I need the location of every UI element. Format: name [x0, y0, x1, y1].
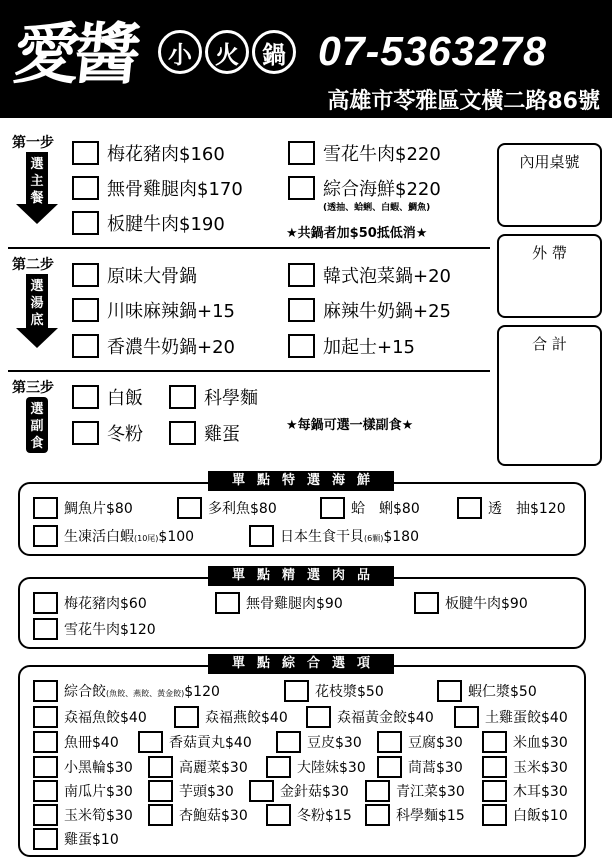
item-price: $40 [120, 710, 147, 726]
item-name: 香濃牛奶鍋 [107, 337, 197, 358]
combo-item[interactable] [33, 680, 220, 702]
checkbox[interactable] [320, 497, 345, 519]
item-name: 金針菇 [280, 784, 322, 800]
checkbox[interactable] [215, 592, 240, 614]
item-price: $180 [383, 529, 419, 545]
divider [8, 247, 490, 249]
step1-arrow [26, 152, 48, 204]
combo-item[interactable] [33, 731, 119, 753]
item-price: $15 [325, 808, 352, 824]
combo-item[interactable] [365, 780, 465, 802]
combo-item[interactable] [33, 706, 147, 728]
total-box[interactable] [497, 325, 602, 466]
item-name: 芋頭 [179, 784, 207, 800]
item-price: $30 [436, 760, 463, 776]
item-price: $60 [120, 596, 147, 612]
down-arrow-icon [16, 328, 58, 348]
item-name: 板腱牛肉 [107, 214, 179, 235]
combo-item[interactable] [148, 780, 234, 802]
step2-label: 第二步 [12, 257, 54, 273]
combo-item[interactable] [482, 756, 568, 778]
item-name: 杏鮑菇 [179, 808, 221, 824]
checkbox[interactable] [33, 680, 58, 702]
item-price: $160 [179, 144, 225, 165]
item-name: 高麗菜 [179, 760, 221, 776]
combo-item[interactable] [276, 731, 362, 753]
checkbox[interactable] [284, 680, 309, 702]
combo-item[interactable] [454, 706, 568, 728]
item-price: $220 [395, 179, 441, 200]
checkbox[interactable] [454, 706, 479, 728]
step2-tag-char: 選 [30, 279, 44, 294]
item-name: 冬粉 [297, 808, 325, 824]
brand-logo: 愛醬 [9, 15, 139, 93]
item-name: 雞蛋 [204, 424, 240, 445]
checkbox[interactable] [138, 731, 163, 753]
combo-item[interactable] [138, 731, 252, 753]
checkbox[interactable] [249, 780, 274, 802]
combo-item[interactable] [377, 731, 463, 753]
combo-item[interactable] [482, 804, 568, 826]
step2-item-sichuan-spicy[interactable] [72, 297, 235, 323]
header [0, 0, 612, 118]
combo-item[interactable] [33, 804, 133, 826]
checkbox[interactable] [414, 592, 439, 614]
item-name: 米血 [513, 735, 541, 751]
seafood-item[interactable] [249, 525, 419, 547]
combo-item[interactable] [482, 780, 568, 802]
item-price: $40 [261, 710, 288, 726]
checkbox[interactable] [457, 497, 482, 519]
combo-panel-title: 單點綜合選項 [208, 654, 394, 674]
step1-label: 第一步 [12, 135, 54, 151]
checkbox[interactable] [306, 706, 331, 728]
item-name: 川味麻辣鍋 [107, 301, 197, 322]
item-price: $80 [250, 501, 277, 517]
combo-item[interactable] [306, 706, 434, 728]
checkbox[interactable] [482, 780, 507, 802]
item-name: 豆腐 [408, 735, 436, 751]
checkbox[interactable] [72, 385, 99, 409]
checkbox[interactable] [33, 592, 58, 614]
item-name: 加起士 [323, 337, 377, 358]
item-name: 香菇貢丸 [169, 735, 225, 751]
meat-panel-title: 單點精選肉品 [208, 566, 394, 586]
phone-number: 07-5363278 [318, 28, 547, 74]
item-price: $220 [395, 144, 441, 165]
checkbox[interactable] [33, 804, 58, 826]
item-price: $40 [407, 710, 434, 726]
item-price: $50 [357, 684, 384, 700]
checkbox[interactable] [148, 780, 173, 802]
checkbox[interactable] [72, 176, 99, 200]
item-price: $30 [339, 760, 366, 776]
meat-item[interactable] [33, 592, 147, 614]
seafood-contents-note: (透抽、蛤蜊、白蝦、鯛魚) [323, 203, 431, 213]
item-name: 透 抽 [488, 501, 530, 517]
checkbox[interactable] [177, 497, 202, 519]
checkbox[interactable] [33, 756, 58, 778]
checkbox[interactable] [33, 525, 58, 547]
step3-item-instant-noodle[interactable] [169, 384, 258, 410]
combo-item[interactable] [33, 780, 133, 802]
item-price: +15 [197, 301, 235, 322]
item-price: $30 [322, 784, 349, 800]
combo-item[interactable] [148, 804, 248, 826]
checkbox[interactable] [288, 263, 315, 287]
checkbox[interactable] [72, 298, 99, 322]
item-price: $120 [184, 684, 220, 700]
checkbox[interactable] [33, 828, 58, 850]
combo-item[interactable] [33, 756, 133, 778]
item-name: 大陸妹 [297, 760, 339, 776]
item-price: $120 [530, 501, 566, 517]
item-name: 無骨雞腿肉 [107, 179, 197, 200]
checkbox[interactable] [33, 731, 58, 753]
checkbox[interactable] [288, 141, 315, 165]
step3-item-egg[interactable] [169, 420, 240, 446]
item-price: +20 [197, 337, 235, 358]
item-name: 麻辣牛奶鍋 [323, 301, 413, 322]
step2-tag-char: 湯 [30, 296, 44, 311]
checkbox[interactable] [482, 804, 507, 826]
item-price: $30 [106, 808, 133, 824]
item-name: 生凍活白蝦 [64, 529, 134, 545]
checkbox[interactable] [276, 731, 301, 753]
item-name: 小黑輪 [64, 760, 106, 776]
item-price: $30 [436, 735, 463, 751]
item-price: $10 [541, 808, 568, 824]
item-name: 青江菜 [396, 784, 438, 800]
item-name: 鯛魚片 [64, 501, 106, 517]
item-price: $30 [221, 760, 248, 776]
checkbox[interactable] [288, 334, 315, 358]
item-name: 茼蒿 [408, 760, 436, 776]
item-name: 豆皮 [307, 735, 335, 751]
meat-item[interactable] [414, 592, 528, 614]
item-name: 無骨雞腿肉 [246, 596, 316, 612]
item-price: $190 [179, 214, 225, 235]
combo-item[interactable] [148, 756, 248, 778]
combo-item[interactable] [482, 731, 568, 753]
item-price: $80 [106, 501, 133, 517]
item-name: 蛤 蜊 [351, 501, 393, 517]
item-name: 𡘙福黃金餃 [337, 710, 407, 726]
item-name: 木耳 [513, 784, 541, 800]
checkbox[interactable] [148, 804, 173, 826]
item-name: 多利魚 [208, 501, 250, 517]
item-price: $30 [541, 760, 568, 776]
combo-item[interactable] [266, 804, 352, 826]
shared-pot-note: ★共鍋者加$50抵低消★ [286, 226, 428, 241]
item-name: 玉米筍 [64, 808, 106, 824]
item-price: $30 [438, 784, 465, 800]
item-price: $10 [92, 832, 119, 848]
item-name: 南瓜片 [64, 784, 106, 800]
item-price: $90 [316, 596, 343, 612]
checkbox[interactable] [169, 385, 196, 409]
item-price: $170 [197, 179, 243, 200]
address: 高雄市苓雅區文橫二路86號 [327, 89, 600, 114]
combo-item[interactable] [249, 780, 349, 802]
checkbox[interactable] [288, 298, 315, 322]
step2-item-cheese[interactable] [288, 333, 415, 359]
item-price: $30 [541, 735, 568, 751]
item-name: 花枝漿 [315, 684, 357, 700]
checkbox[interactable] [72, 141, 99, 165]
checkbox[interactable] [33, 780, 58, 802]
item-name: 綜合海鮮 [323, 179, 395, 200]
step1-tag-char: 主 [30, 174, 44, 189]
combo-item[interactable] [437, 680, 537, 702]
item-price: $30 [207, 784, 234, 800]
step1-tag-char: 選 [30, 157, 44, 172]
item-name: 雪花牛肉 [64, 622, 120, 638]
step3-tag-char: 食 [30, 436, 44, 451]
combo-item[interactable] [266, 756, 366, 778]
checkbox[interactable] [72, 263, 99, 287]
combo-item[interactable] [174, 706, 288, 728]
divider [8, 370, 490, 372]
meat-item[interactable] [215, 592, 343, 614]
step2-item-kimchi[interactable] [288, 262, 451, 288]
checkbox[interactable] [174, 706, 199, 728]
item-sub: (6顆) [364, 534, 384, 543]
checkbox[interactable] [266, 804, 291, 826]
step2-item-spicy-milk[interactable] [288, 297, 451, 323]
item-price: $80 [393, 501, 420, 517]
item-name: 雪花牛肉 [323, 144, 395, 165]
item-price: $30 [335, 735, 362, 751]
item-name: 板腱牛肉 [445, 596, 501, 612]
checkbox[interactable] [365, 780, 390, 802]
item-price: +25 [413, 301, 451, 322]
item-price: +15 [377, 337, 415, 358]
item-price: $30 [541, 784, 568, 800]
seafood-item[interactable] [33, 497, 133, 519]
checkbox[interactable] [72, 334, 99, 358]
item-price: $90 [501, 596, 528, 612]
meat-item[interactable] [33, 618, 156, 640]
checkbox[interactable] [33, 706, 58, 728]
item-name: 玉米 [513, 760, 541, 776]
item-price: $40 [541, 710, 568, 726]
item-price: $30 [106, 760, 133, 776]
checkbox[interactable] [482, 731, 507, 753]
seafood-panel-title: 單點特選海鮮 [208, 471, 394, 491]
item-name: 白飯 [513, 808, 541, 824]
checkbox[interactable] [148, 756, 173, 778]
step2-item-milk[interactable] [72, 333, 235, 359]
item-name: 蝦仁漿 [468, 684, 510, 700]
item-name: 日本生食干貝 [280, 529, 364, 545]
combo-item[interactable] [377, 756, 463, 778]
step1-item-seafood[interactable] [288, 175, 441, 201]
item-price: +20 [413, 266, 451, 287]
item-name: 綜合餃 [64, 684, 106, 700]
item-price: $30 [221, 808, 248, 824]
dine-in-table-box[interactable] [497, 143, 602, 227]
checkbox[interactable] [169, 421, 196, 445]
item-name: 魚冊 [64, 735, 92, 751]
step2-arrow [26, 274, 48, 328]
side-dish-note: ★每鍋可選一樣副食★ [286, 418, 414, 433]
item-name: 梅花豬肉 [107, 144, 179, 165]
checkbox[interactable] [437, 680, 462, 702]
step1-item-chuck-beef[interactable] [72, 210, 225, 236]
step3-tag-char: 副 [30, 419, 44, 434]
item-name: 梅花豬肉 [64, 596, 120, 612]
checkbox[interactable] [288, 176, 315, 200]
item-name: 原味大骨鍋 [107, 266, 197, 287]
checkbox[interactable] [482, 756, 507, 778]
seafood-item[interactable] [320, 497, 420, 519]
step3-tag [26, 397, 48, 453]
step2-item-bone-broth[interactable] [72, 262, 197, 288]
item-price: $15 [438, 808, 465, 824]
seafood-item[interactable] [33, 525, 194, 547]
checkbox[interactable] [72, 211, 99, 235]
seafood-item[interactable] [177, 497, 277, 519]
item-price: $100 [158, 529, 195, 545]
step1-item-snow-beef[interactable] [288, 140, 441, 166]
item-name: 雞蛋 [64, 832, 92, 848]
item-sub: (10尾) [134, 534, 159, 543]
step1-item-plum-pork[interactable] [72, 140, 225, 166]
step3-tag-char: 選 [30, 402, 44, 417]
item-price: $120 [120, 622, 156, 638]
item-name: 科學麵 [204, 388, 258, 409]
item-price: $40 [92, 735, 119, 751]
item-name: 土雞蛋餃 [485, 710, 541, 726]
step3-label: 第三步 [12, 380, 54, 396]
takeout-label: 外 帶 [532, 244, 567, 262]
combo-item[interactable] [284, 680, 384, 702]
checkbox[interactable] [33, 618, 58, 640]
checkbox[interactable] [377, 731, 402, 753]
item-name: 𡘙福魚餃 [64, 710, 120, 726]
item-name: 科學麵 [396, 808, 438, 824]
takeout-box[interactable] [497, 234, 602, 318]
item-price: $50 [510, 684, 537, 700]
brand-circles [158, 30, 296, 74]
step2-tag-char: 底 [30, 313, 44, 328]
item-name: 白飯 [107, 388, 143, 409]
item-price: $30 [106, 784, 133, 800]
checkbox[interactable] [249, 525, 274, 547]
item-name: 韓式泡菜鍋 [323, 266, 413, 287]
checkbox[interactable] [377, 756, 402, 778]
step3-item-glass-noodle[interactable] [72, 420, 143, 446]
step3-item-rice[interactable] [72, 384, 143, 410]
total-label: 合 計 [532, 335, 567, 353]
item-name: 𡘙福燕餃 [205, 710, 261, 726]
checkbox[interactable] [33, 497, 58, 519]
step1-item-chicken-thigh[interactable] [72, 175, 243, 201]
brand-circle-fire: 火 [205, 30, 249, 74]
checkbox[interactable] [72, 421, 99, 445]
combo-item[interactable] [33, 828, 119, 850]
step1-tag-char: 餐 [30, 191, 44, 206]
item-sub: (魚餃、燕餃、黃金餃) [106, 689, 185, 698]
item-price: $40 [225, 735, 252, 751]
seafood-item[interactable] [457, 497, 566, 519]
brand-circle-small: 小 [158, 30, 202, 74]
dine-in-label: 內用桌號 [519, 153, 580, 171]
checkbox[interactable] [266, 756, 291, 778]
checkbox[interactable] [365, 804, 390, 826]
brand-circle-pot: 鍋 [252, 30, 296, 74]
down-arrow-icon [16, 204, 58, 224]
combo-item[interactable] [365, 804, 465, 826]
item-name: 冬粉 [107, 424, 143, 445]
